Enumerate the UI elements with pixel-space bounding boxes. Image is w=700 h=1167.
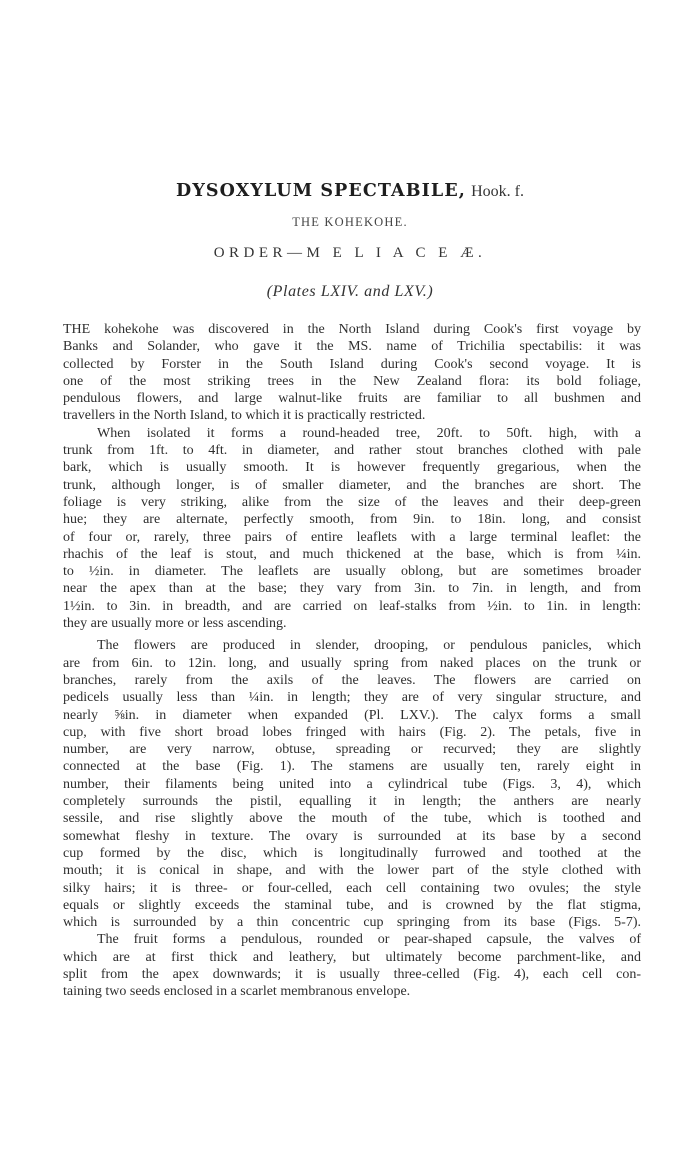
text-line: trunk, although longer, is of smaller diameter, and the branches are short. The — [63, 477, 641, 493]
text-line: are from 6in. to 12in. long, and usually spring from naked places on the trunk or — [63, 655, 641, 671]
text-line: equals or slightly exceeds the staminal tube, and is crowned by the flat stigma, — [63, 897, 641, 913]
species-title — [0, 181, 700, 201]
plates-reference: (Plates LXIV. and LXV.) — [266, 283, 434, 300]
text-line: Banks and Solander, who gave it the MS. name of Trichilia spectabilis: it was — [63, 339, 641, 355]
text-line: number, are very narrow, obtuse, spreading or recurved; they are slightly — [63, 742, 641, 758]
common-name: THE KOHEKOHE. — [292, 215, 408, 229]
text-line: number, their filaments being united into a cylindrical tube (Figs. 3, 4), which — [63, 776, 641, 792]
text-line: trunk from 1ft. to 4ft. in diameter, and rather stout branches clothed with pale — [63, 443, 641, 459]
text-line: mouth; it is conical in shape, and with the lower part of the style clothed with — [63, 863, 641, 879]
text-line: collected by Forster in the South Island during Cook's second voyage. It is — [63, 356, 641, 372]
text-line: THE kohekohe was discovered in the North Island during Cook's first voyage by — [63, 322, 641, 337]
text-line: The fruit forms a pendulous, rounded or pear-shaped capsule, the valves of — [97, 932, 641, 948]
text-line: one of the most striking trees in the New Zealand flora: its bold foliage, — [63, 373, 641, 389]
text-line: which are at first thick and leathery, but ultimately become parchment-like, and — [63, 949, 641, 965]
paragraph-2 — [63, 425, 641, 633]
text-line: 1½in. to 3in. in breadth, and are carried on leaf-stalks from ½in. to 1in. in length: — [63, 598, 641, 614]
paragraph-4 — [63, 931, 641, 1000]
text-line: which is surrounded by a thin concentric cup springing from its base (Figs. 5-7). — [63, 915, 641, 931]
text-line: completely surrounds the pistil, equalling it in length; the anthers are nearly — [63, 794, 641, 810]
species-author: Hook. f. — [471, 183, 524, 200]
text-line: travellers in the North Island, to which it is practically restricted. — [63, 408, 426, 424]
text-line: split from the apex downwards; it is usually three-celled (Fig. 4), each cell con- — [63, 966, 641, 982]
order-heading: ORDER—M E L I A C E Æ. — [213, 245, 487, 261]
text-line: branches, rarely from the axils of the leaves. The flowers are carried on — [63, 672, 641, 688]
text-line: foliage is very striking, alike from the size of the leaves and their deep-green — [63, 494, 641, 510]
text-line: sessile, and rise slightly above the mouth of the tube, which is toothed and — [63, 811, 641, 827]
body-text — [63, 321, 641, 1001]
text-line: of four or, rarely, three pairs of entire leaflets with a large terminal leaflet: the — [63, 529, 641, 545]
text-line: When isolated it forms a round-headed tree, 20ft. to 50ft. high, with a — [97, 425, 641, 441]
text-line: hue; they are alternate, perfectly smooth, from 9in. to 18in. long, and consist — [63, 512, 641, 528]
text-line: silky hairs; it is three- or four-celled, each cell containing two ovules; the style — [63, 880, 641, 896]
text-line: taining two seeds enclosed in a scarlet membranous envelope. — [63, 984, 411, 1000]
text-line: to ½in. in diameter. The leaflets are usually oblong, but are sometimes broader — [63, 564, 641, 580]
text-line: somewhat fleshy in texture. The ovary is surrounded at its base by a second — [63, 828, 641, 844]
text-line: cup formed by the disc, which is longitudinally furrowed and toothed at the — [63, 845, 641, 861]
text-line: cup, with five short broad lobes fringed with hairs (Fig. 2). The petals, five in — [63, 724, 641, 740]
text-line: connected at the base (Fig. 1). The stamens are usually ten, rarely eight in — [63, 759, 641, 775]
text-line: nearly ⅝in. in diameter when expanded (Pl. LXV.). The calyx forms a small — [63, 707, 641, 723]
text-line: The flowers are produced in slender, drooping, or pendulous panicles, which — [97, 638, 641, 654]
text-line: pendulous flowers, and large walnut-like fruits are familiar to all bushmen and — [63, 391, 641, 407]
text-line: near the apex than at the base; they vary from 3in. to 7in. in length, and from — [63, 581, 641, 597]
text-line: rhachis of the leaf is stout, and much thickened at the base, which is from ¼in. — [63, 546, 641, 562]
paragraph-1 — [63, 321, 641, 425]
text-line: bark, which is usually smooth. It is however frequently gregarious, when the — [63, 460, 641, 476]
species-name: DYSOXYLUM SPECTABILE, — [176, 181, 466, 201]
text-line: pedicels usually less than ¼in. in length; they are of very singular structure, and — [63, 690, 641, 706]
text-line: they are usually more or less ascending. — [63, 616, 287, 632]
paragraph-3 — [63, 637, 641, 931]
